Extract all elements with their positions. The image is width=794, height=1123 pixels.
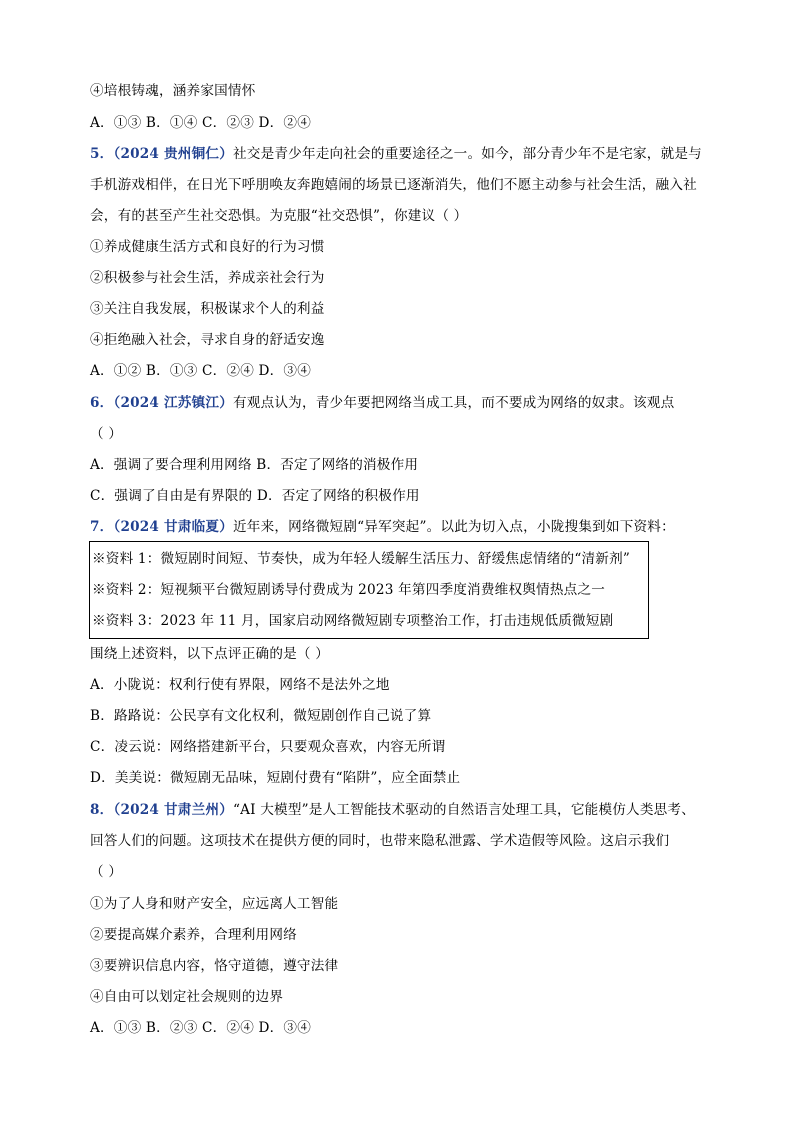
- q7-material-1: ※资料 1：微短剧时间短、节奏快，成为年轻人缓解生活压力、舒缓焦虑情绪的“清新剂”: [92, 551, 631, 567]
- q7-source: （2024 甘肃临夏）: [113, 519, 233, 535]
- q6-answer-line-1: A．强调了要合理利用网络 B．否定了网络的消极作用: [90, 457, 419, 473]
- q7-option-b: B．路路说：公民享有文化权利，微短剧创作自己说了算: [90, 708, 432, 724]
- q8-option-2: ②要提高媒介素养，合理利用网络: [90, 927, 297, 943]
- q7-stem-text-1: 近年来，网络微短剧“异军突起”。以此为切入点，小陇搜集到如下资料：: [232, 519, 675, 535]
- q5-answer-choices: A．①② B．①③ C．②④ D．③④: [90, 363, 311, 379]
- q5-option-4: ④拒绝融入社会，寻求自身的舒适安逸: [90, 332, 325, 348]
- q7-number: 7．: [90, 519, 114, 535]
- q5-stem-line-1: [90, 144, 702, 164]
- q7-stem-line-1: [90, 517, 675, 537]
- q7-question: 围绕上述资料，以下点评正确的是（ ）: [90, 646, 330, 662]
- q7-option-a: A．小陇说：权利行使有界限，网络不是法外之地: [90, 677, 390, 693]
- q5-option-2: ②积极参与社会生活，养成亲社会行为: [90, 270, 325, 286]
- q8-option-4: ④自由可以划定社会规则的边界: [90, 989, 284, 1005]
- q5-number: 5．: [90, 146, 114, 162]
- q8-answer-choices: A．①③ B．②③ C．②④ D．③④: [90, 1020, 311, 1036]
- q6-stem-line-1: [90, 393, 674, 413]
- q8-stem-line-1: [90, 800, 695, 820]
- q8-stem-text-1: “AI 大模型”是人工智能技术驱动的自然语言处理工具，它能模仿人类思考、: [232, 802, 695, 818]
- q7-option-c: C．凌云说：网络搭建新平台，只要观众喜欢，内容无所谓: [90, 739, 446, 755]
- q4-option-4: ④培根铸魂，涵养家国情怀: [90, 83, 256, 99]
- q6-number: 6．: [90, 395, 114, 411]
- q7-option-d: D．美美说：微短剧无品味，短剧付费有“陷阱”，应全面禁止: [90, 770, 461, 786]
- q5-source: （2024 贵州铜仁）: [113, 146, 233, 162]
- q8-option-1: ①为了人身和财产安全，应远离人工智能: [90, 896, 339, 912]
- q8-stem-line-3: （ ）: [90, 864, 123, 880]
- q5-stem-line-2: 手机游戏相伴，在日光下呼朋唤友奔跑嬉闹的场景已逐渐消失，他们不愿主动参与社会生活，融入社: [90, 177, 697, 193]
- q8-source: （2024 甘肃兰州）: [113, 802, 233, 818]
- q8-number: 8．: [90, 802, 114, 818]
- q5-option-3: ③关注自我发展，积极谋求个人的利益: [90, 301, 325, 317]
- q5-stem-text-1: 社交是青少年走向社会的重要途径之一。如今，部分青少年不是宅家，就是与: [232, 146, 702, 162]
- q5-option-1: ①养成健康生活方式和良好的行为习惯: [90, 239, 325, 255]
- q7-material-3: ※资料 3：2023 年 11 月，国家启动网络微短剧专项整治工作，打击违规低质微短剧: [92, 613, 614, 629]
- q6-source: （2024 江苏镇江）: [113, 395, 233, 411]
- q7-materials-box: [89, 541, 649, 639]
- q5-stem-line-3: 会，有的甚至产生社交恐惧。为克服“社交恐惧”，你建议（ ）: [90, 208, 468, 224]
- q8-option-3: ③要辨识信息内容，恪守道德，遵守法律: [90, 958, 339, 974]
- q7-material-2: ※资料 2：短视频平台微短剧诱导付费成为 2023 年第四季度消费维权舆情热点之一: [92, 582, 605, 598]
- q6-stem-text-1: 有观点认为，青少年要把网络当成工具，而不要成为网络的奴隶。该观点: [232, 395, 675, 411]
- q6-stem-line-2: （ ）: [90, 426, 123, 442]
- q4-answer-choices: A．①③ B．①④ C．②③ D．②④: [90, 115, 311, 131]
- q8-stem-line-2: 回答人们的问题。这项技术在提供方便的同时，也带来隐私泄露、学术造假等风险。这启示我们: [90, 833, 670, 849]
- q6-answer-line-2: C．强调了自由是有界限的 D．否定了网络的积极作用: [90, 488, 420, 504]
